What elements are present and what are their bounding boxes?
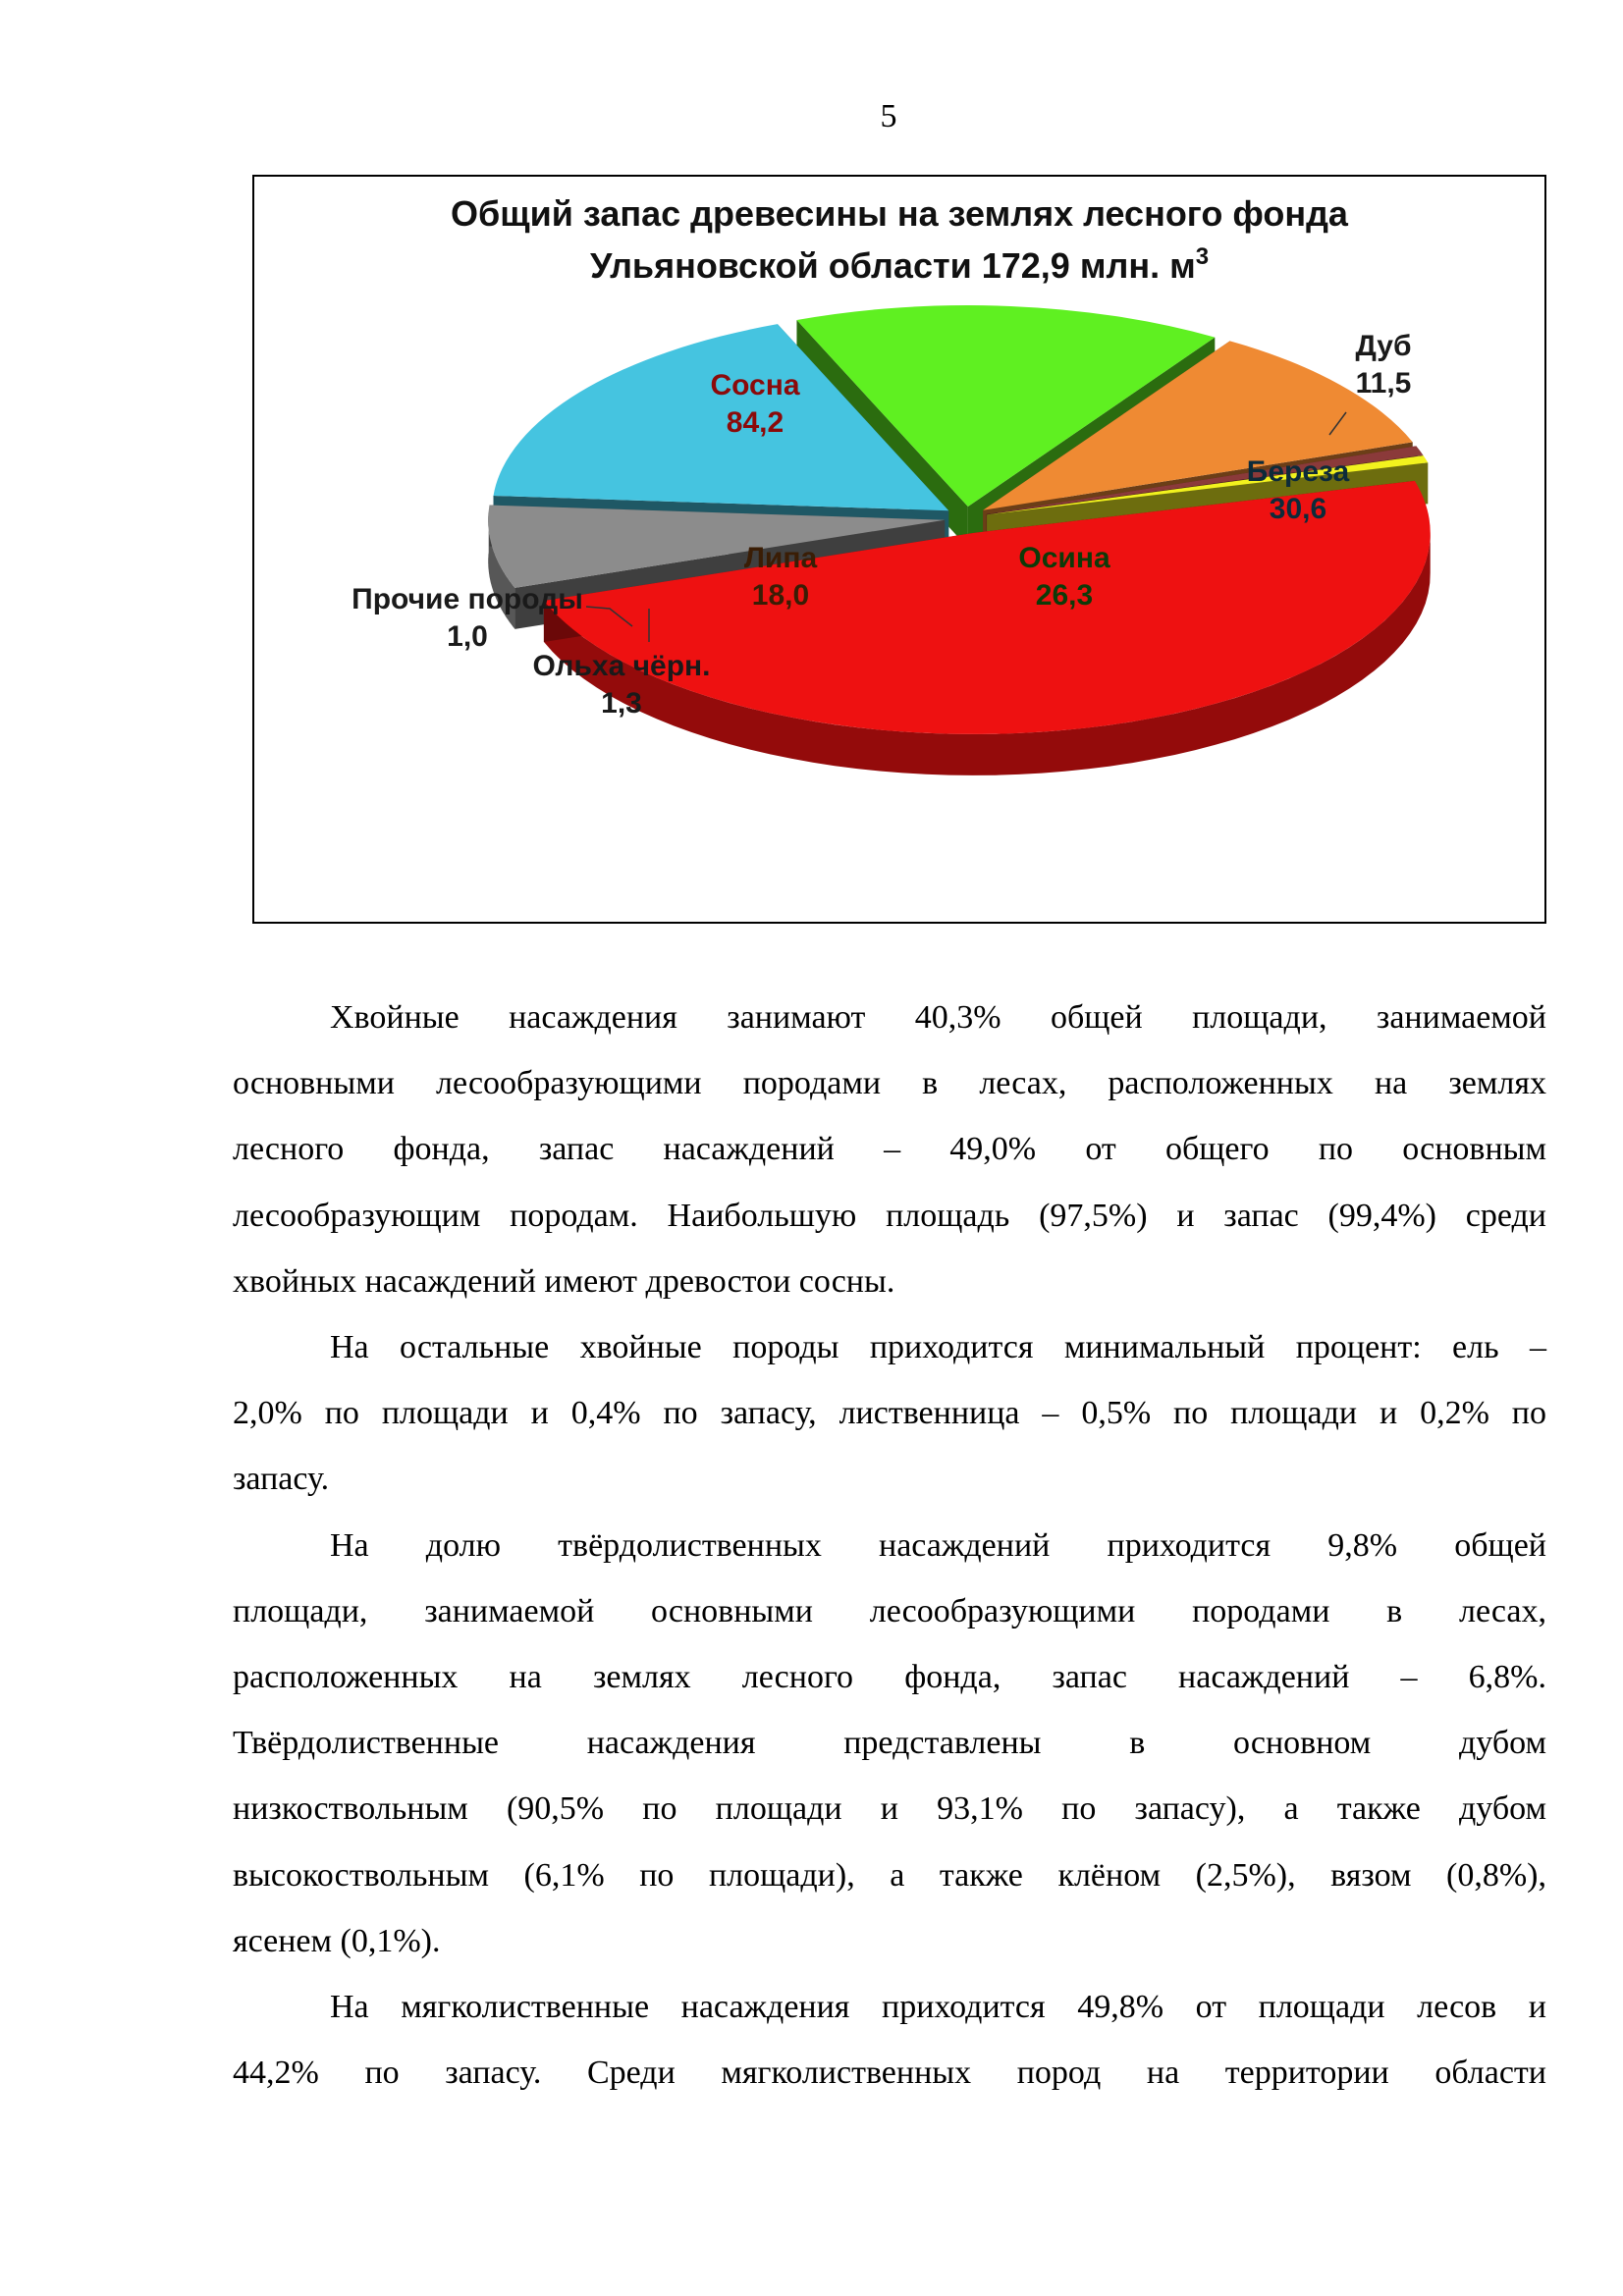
slice-value-label-6: 1,0: [447, 620, 488, 653]
slice-name-label-6: Прочие породы: [352, 583, 583, 615]
slice-name-label-4: Липа: [743, 542, 818, 574]
pie-chart: [254, 177, 1544, 922]
text-line: лесообразующим породам. Наибольшую площадь (97,5%) и запас (99,4%) среди: [233, 1197, 1546, 1234]
text-line: 44,2% по запасу. Среди мягколиственных пород на территории области: [233, 2055, 1546, 2092]
slice-name-label-1: Дуб: [1355, 330, 1412, 362]
chart-title-superscript: 3: [1195, 243, 1210, 270]
chart-title-line2: [590, 243, 1209, 286]
text-line: запасу.: [233, 1461, 330, 1498]
text-line: На мягколиственные насаждения приходится 49,8% от площади лесов и: [330, 1989, 1546, 2026]
slice-value-label-3: 26,3: [1035, 579, 1094, 612]
text-line: площади, занимаемой основными лесообразующими породами в лесах,: [233, 1592, 1546, 1629]
text-line: Хвойные насаждения занимают 40,3% общей площади, занимаемой: [330, 999, 1546, 1036]
chart-title-line2-text: Ульяновской области 172,9 млн. м: [589, 245, 1196, 286]
paragraph-3: [233, 1513, 1546, 1974]
slice-name-label-5: Ольха чёрн.: [532, 650, 711, 682]
text-line: ясенем (0,1%).: [233, 1922, 441, 1959]
chart-title-line1: Общий запас древесины на землях лесного фонда: [451, 193, 1348, 234]
slice-value-label-2: 30,6: [1269, 493, 1327, 525]
text-line: хвойных насаждений имеют древостои сосны.: [233, 1262, 895, 1300]
slice-value-label-4: 18,0: [751, 579, 810, 612]
body-text: [233, 985, 1546, 2106]
text-line: 2,0% по площади и 0,4% по запасу, лиственница – 0,5% по площади и 0,2% по: [233, 1395, 1546, 1432]
paragraph-4: [233, 1974, 1546, 2106]
text-line: низкоствольным (90,5% по площади и 93,1% по запасу), а также дубом: [233, 1790, 1546, 1828]
slice-value-label-0: 84,2: [726, 406, 784, 439]
text-line: Твёрдолиственные насаждения представлены в основном дубом: [233, 1725, 1546, 1762]
slice-value-label-5: 1,3: [601, 687, 642, 720]
paragraph-1: [233, 985, 1546, 1314]
text-line: основными лесообразующими породами в лесах, расположенных на землях: [233, 1065, 1546, 1102]
text-line: расположенных на землях лесного фонда, запас насаждений – 6,8%.: [233, 1659, 1546, 1696]
figure-frame: [252, 175, 1546, 924]
page-number: 5: [880, 98, 897, 134]
text-line: На долю твёрдолиственных насаждений приходится 9,8% общей: [330, 1526, 1546, 1564]
slice-name-label-2: Береза: [1246, 455, 1350, 488]
text-line: На остальные хвойные породы приходится минимальный процент: ель –: [330, 1329, 1546, 1366]
slice-name-label-0: Сосна: [710, 369, 800, 401]
paragraph-2: [233, 1314, 1546, 1513]
text-line: высокоствольным (6,1% по площади), а также клёном (2,5%), вязом (0,8%),: [233, 1856, 1546, 1894]
slice-value-label-1: 11,5: [1355, 367, 1412, 400]
slice-name-label-3: Осина: [1018, 542, 1110, 574]
text-line: лесного фонда, запас насаждений – 49,0% от общего по основным: [233, 1131, 1546, 1168]
